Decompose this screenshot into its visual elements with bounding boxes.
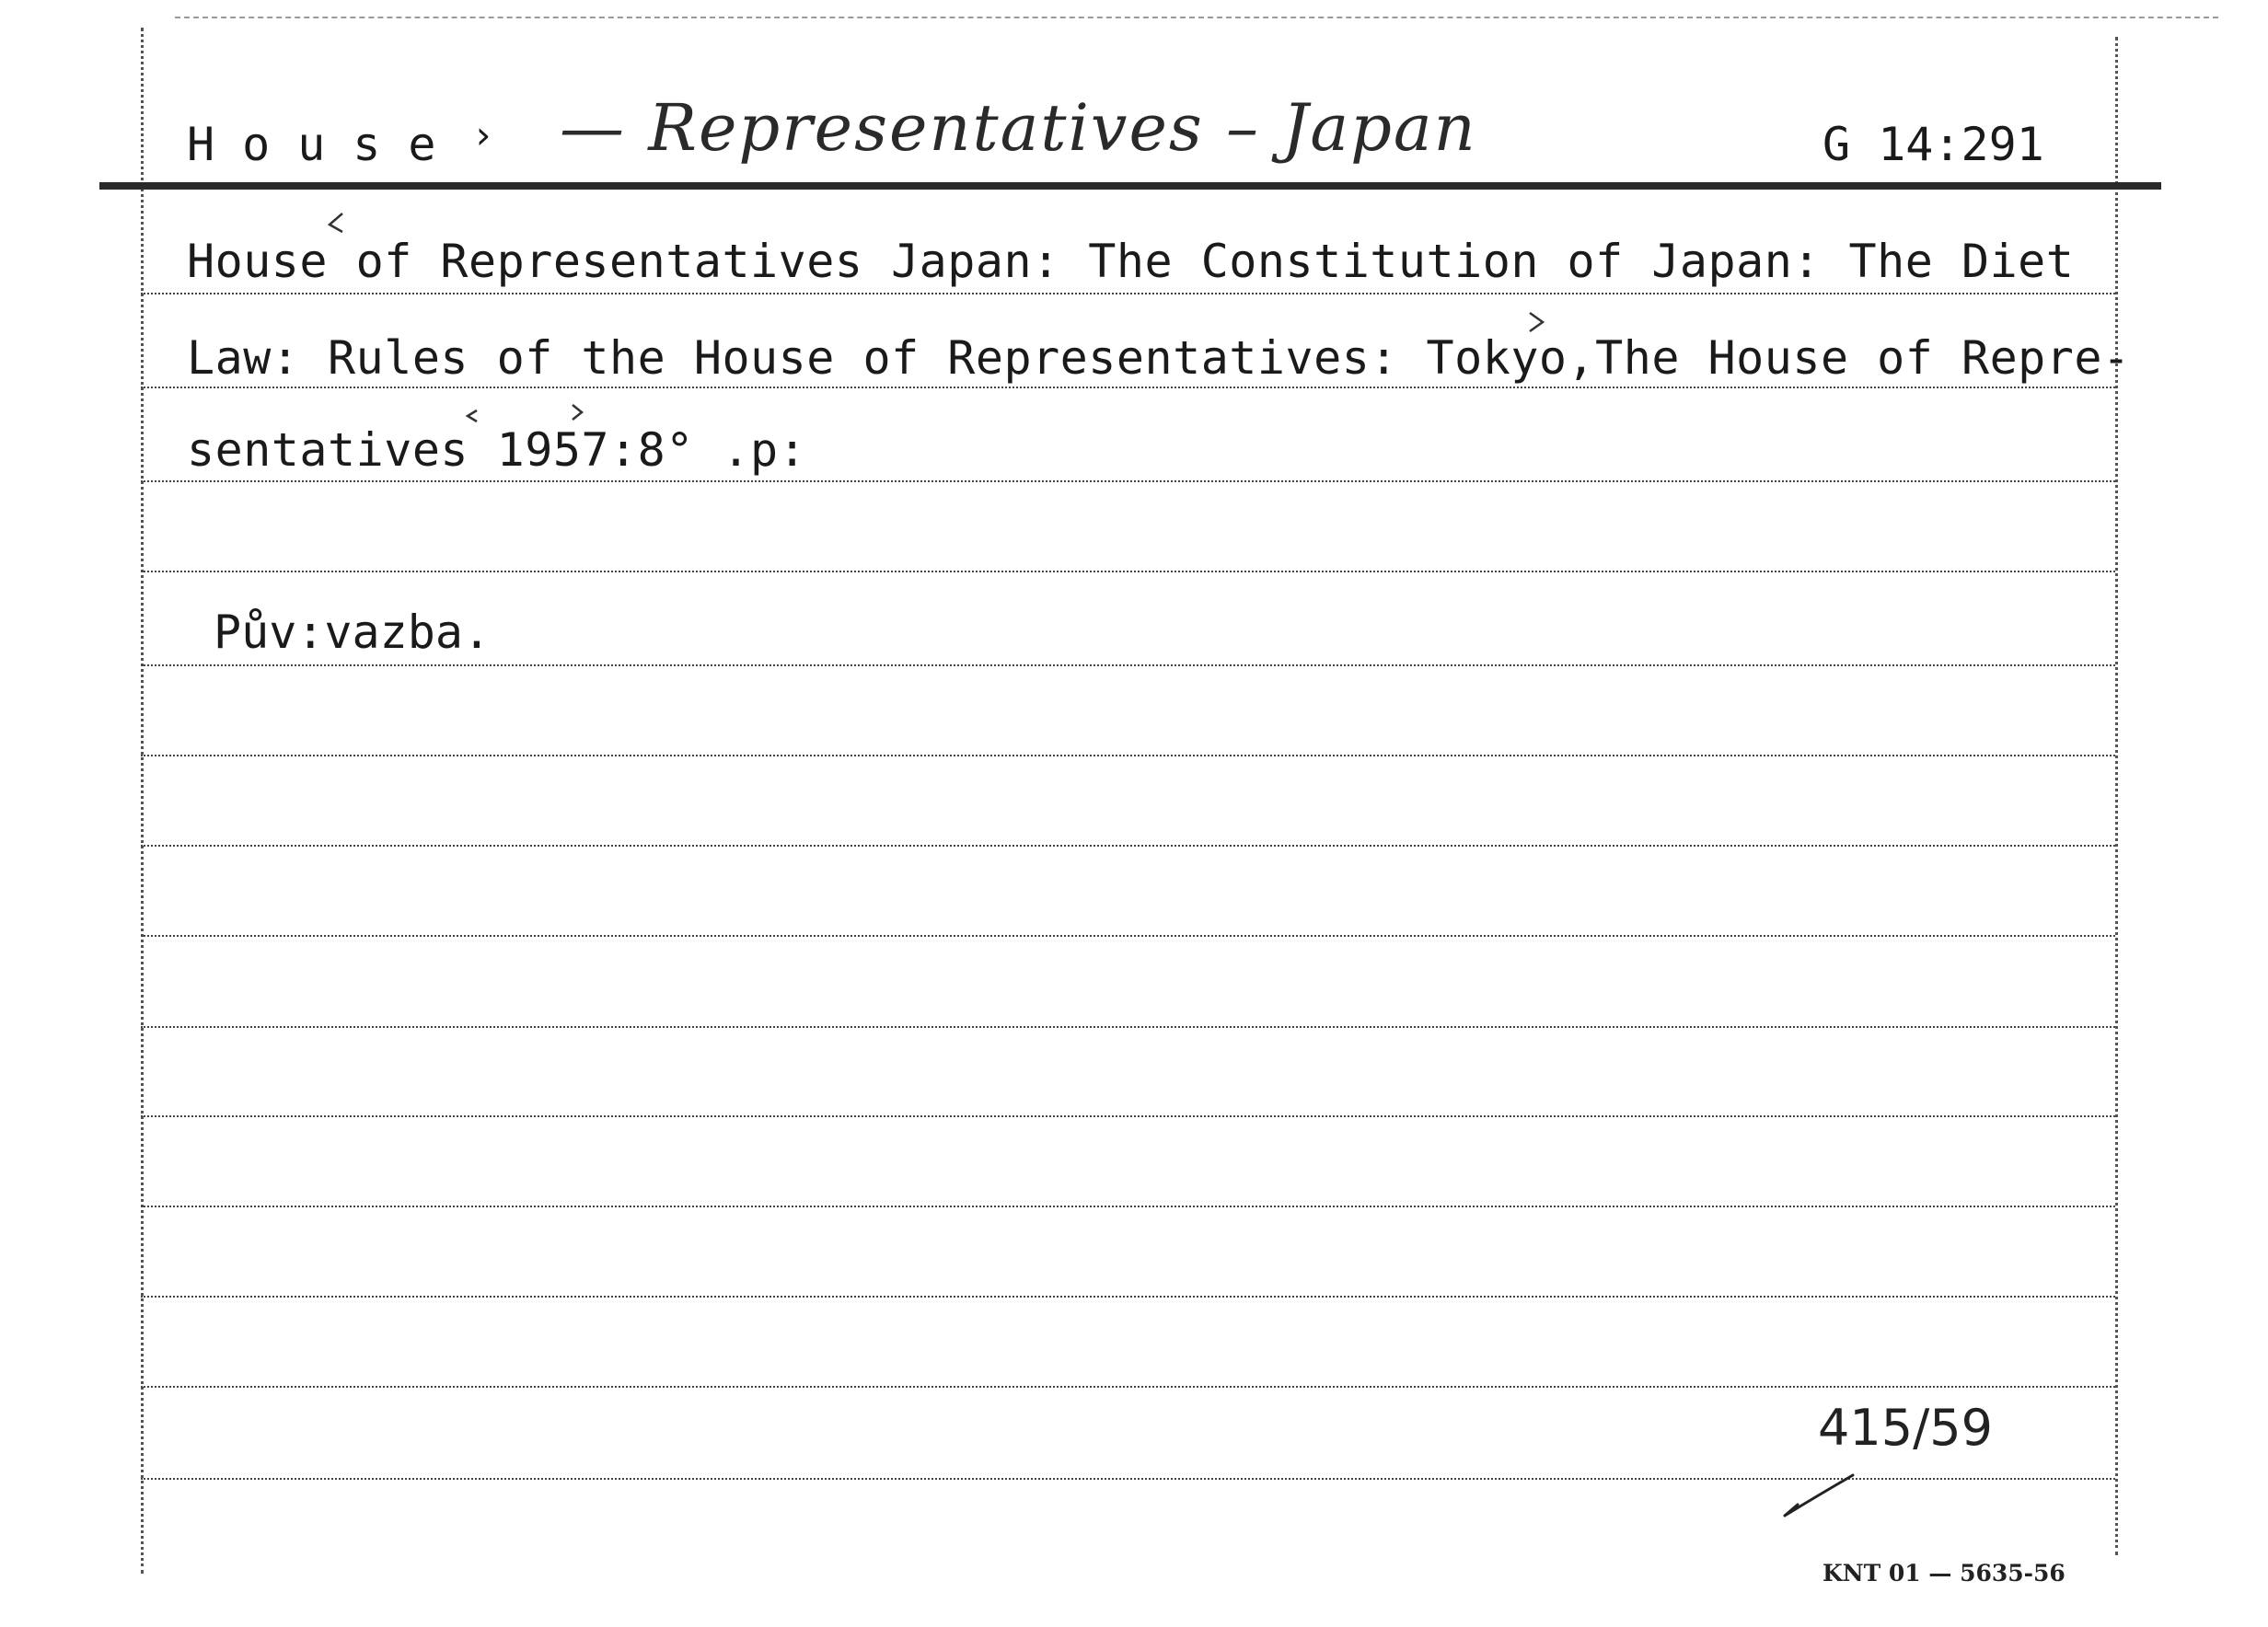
binding-note: Pův:vazba.: [214, 606, 492, 659]
description-line-1: House of Representatives Japan: The Constitution of Japan: The Diet: [187, 235, 2075, 288]
call-number: G 14:291: [1822, 118, 2044, 171]
heading-mark: ›: [471, 112, 495, 157]
description-line-2: Law: Rules of the House of Representatives: Tokyo,The House of Repre-: [187, 331, 2131, 385]
card-heading: House: [187, 118, 464, 171]
accession-number: 415/59: [1818, 1399, 1993, 1457]
handwritten-subject: — Representatives – Japan: [560, 90, 1477, 166]
form-code: KNT 01 — 5635-56: [1822, 1560, 2066, 1587]
description-line-3: sentatives 1957:8° .p:: [187, 423, 807, 477]
